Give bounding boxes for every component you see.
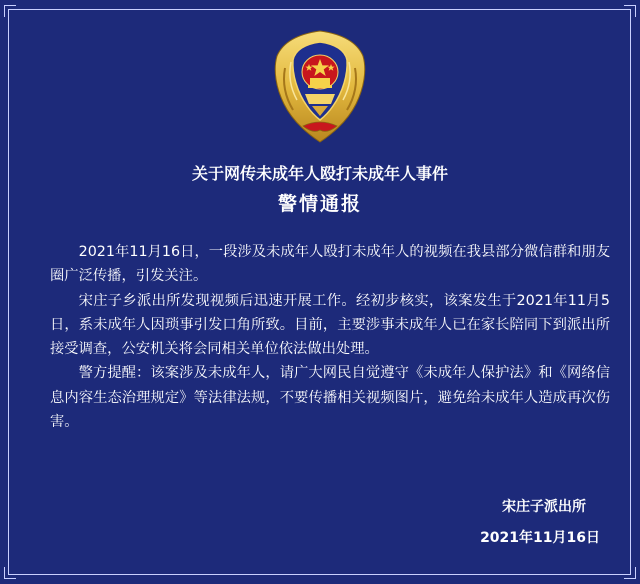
frame-corner bbox=[624, 5, 636, 17]
notice-body bbox=[50, 240, 610, 434]
notice-paragraph: 宋庄子乡派出所发现视频后迅速开展工作。经初步核实，该案发生于2021年11月5日，系未成年人因琐事引发口角所致。目前，主要涉事未成年人已在家长陪同下到派出所接受调查，公安机关将会同相关单位依法做出处理。 bbox=[50, 292, 610, 358]
notice-signature: 宋庄子派出所 bbox=[502, 499, 586, 515]
police-emblem-icon bbox=[265, 28, 375, 146]
notice-subtitle: 警情通报 bbox=[277, 193, 362, 215]
frame-corner bbox=[4, 567, 16, 579]
notice-paragraph: 警方提醒：该案涉及未成年人，请广大网民自觉遵守《未成年人保护法》和《网络信息内容生态治理规定》等法律法规，不要传播相关视频图片，避免给未成年人造成再次伤害。 bbox=[50, 365, 610, 431]
notice-paragraph: 2021年11月16日，一段涉及未成年人殴打未成年人的视频在我县部分微信群和朋友圈广泛传播，引发关注。 bbox=[50, 244, 610, 285]
frame-corner bbox=[624, 567, 636, 579]
notice-date: 2021年11月16日 bbox=[480, 530, 600, 546]
notice-title: 关于网传未成年人殴打未成年人事件 bbox=[191, 164, 448, 183]
frame-corner bbox=[4, 5, 16, 17]
